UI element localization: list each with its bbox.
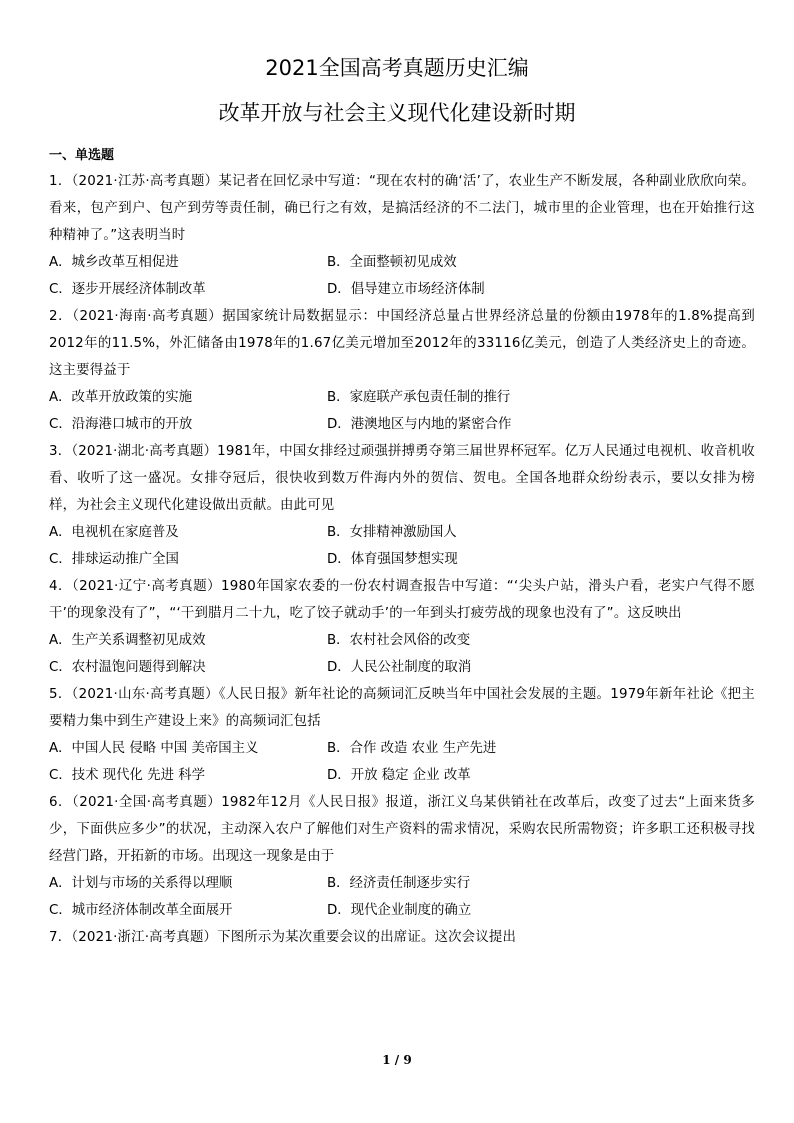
document-title: 2021全国高考真题历史汇编 bbox=[265, 56, 529, 80]
option-b: B．全面整顿初见成效 bbox=[327, 255, 457, 270]
option-c: C．排球运动推广全国 bbox=[49, 552, 179, 567]
option-c: C．逐步开展经济体制改革 bbox=[49, 282, 206, 297]
question-6-text: 6．（2021·全国·高考真题）1982年12月《人民日报》报道，浙江义乌某供销社在改革后，改变了过去“上面来货多少，下面供应多少”的状况，主动深入农户了解他们对生产资料的需求情况，采购农民所需物资；许多职工还积极寻找经营门路，开拓新的市场。出现这一现象是由于 bbox=[49, 795, 755, 864]
question-4-options bbox=[49, 627, 755, 681]
question-7-text: 7．（2021·浙江·高考真题）下图所示为某次重要会议的出席证。这次会议提出 bbox=[49, 930, 517, 945]
question-2-text: 2．（2021·海南·高考真题）据国家统计局数据显示：中国经济总量占世界经济总量的份额由1978年的1.8%提高到2012年的11.5%，外汇储备由1978年的1.67亿美元增加至2012年的33116亿美元，创造了人类经济史上的奇迹。这主要得益于 bbox=[49, 309, 755, 378]
option-c: C．城市经济体制改革全面展开 bbox=[49, 903, 233, 918]
option-d: D．体育强国梦想实现 bbox=[327, 552, 458, 567]
option-d: D．倡导建立市场经济体制 bbox=[327, 282, 485, 297]
question-2-options bbox=[49, 384, 755, 438]
option-d: D．港澳地区与内地的紧密合作 bbox=[327, 417, 512, 432]
question-5-options bbox=[49, 735, 755, 789]
option-b: B．农村社会风俗的改变 bbox=[327, 633, 471, 648]
question-3-text: 3．（2021·湖北·高考真题）1981年，中国女排经过顽强拼搏勇夺第三届世界杯冠军。亿万人民通过电视机、收音机收看、收听了这一盛况。女排夺冠后，很快收到数万件海内外的贺信、贺电。全国各地群众纷纷表示，要以女排为榜样，为社会主义现代化建设做出贡献。由此可见 bbox=[49, 444, 755, 513]
option-b: B．家庭联产承包责任制的推行 bbox=[327, 390, 511, 405]
option-c: C．技术 现代化 先进 科学 bbox=[49, 768, 206, 783]
option-a: A．中国人民 侵略 中国 美帝国主义 bbox=[49, 741, 259, 756]
option-b: B．女排精神激励国人 bbox=[327, 525, 457, 540]
page-number: 1 / 9 bbox=[382, 1053, 412, 1067]
option-c: C．沿海港口城市的开放 bbox=[49, 417, 193, 432]
section-heading: 一、单选题 bbox=[49, 148, 115, 163]
option-c: C．农村温饱问题得到解决 bbox=[49, 660, 206, 675]
question-6-options bbox=[49, 870, 755, 924]
question-1-text: 1．（2021·江苏·高考真题）某记者在回忆录中写道：“现在农村的确‘活’了，农业生产不断发展，各种副业欣欣向荣。看来，包产到户、包产到劳等责任制，确已行之有效，是搞活经济的不二法门，城市里的企业管理，也在开始推行这种精神了。”这表明当时 bbox=[49, 174, 755, 243]
option-a: A．电视机在家庭普及 bbox=[49, 525, 179, 540]
option-b: B．经济责任制逐步实行 bbox=[327, 876, 471, 891]
option-b: B．合作 改造 农业 生产先进 bbox=[327, 741, 497, 756]
option-d: D．人民公社制度的取消 bbox=[327, 660, 472, 675]
option-d: D．现代企业制度的确立 bbox=[327, 903, 472, 918]
question-3-options bbox=[49, 519, 755, 573]
option-d: D．开放 稳定 企业 改革 bbox=[327, 768, 471, 783]
option-a: A．城乡改革互相促进 bbox=[49, 255, 179, 270]
question-4-text: 4．（2021·辽宁·高考真题）1980年国家农委的一份农村调查报告中写道：“‘尖头户站，滑头户看，老实户气得不愿干’的现象没有了”，“‘干到腊月二十九，吃了饺子就动手’的一年到头打疲劳战的现象也没有了”。这反映出 bbox=[49, 579, 755, 621]
question-list bbox=[49, 168, 755, 951]
option-a: A．计划与市场的关系得以理顺 bbox=[49, 876, 233, 891]
question-5-text: 5．（2021·山东·高考真题）《人民日报》新年社论的高频词汇反映当年中国社会发展的主题。1979年新年社论《把主要精力集中到生产建设上来》的高频词汇包括 bbox=[49, 687, 755, 729]
question-1-options bbox=[49, 249, 755, 303]
document-subtitle: 改革开放与社会主义现代化建设新时期 bbox=[218, 101, 576, 125]
option-a: A．改革开放政策的实施 bbox=[49, 390, 193, 405]
option-a: A．生产关系调整初见成效 bbox=[49, 633, 206, 648]
